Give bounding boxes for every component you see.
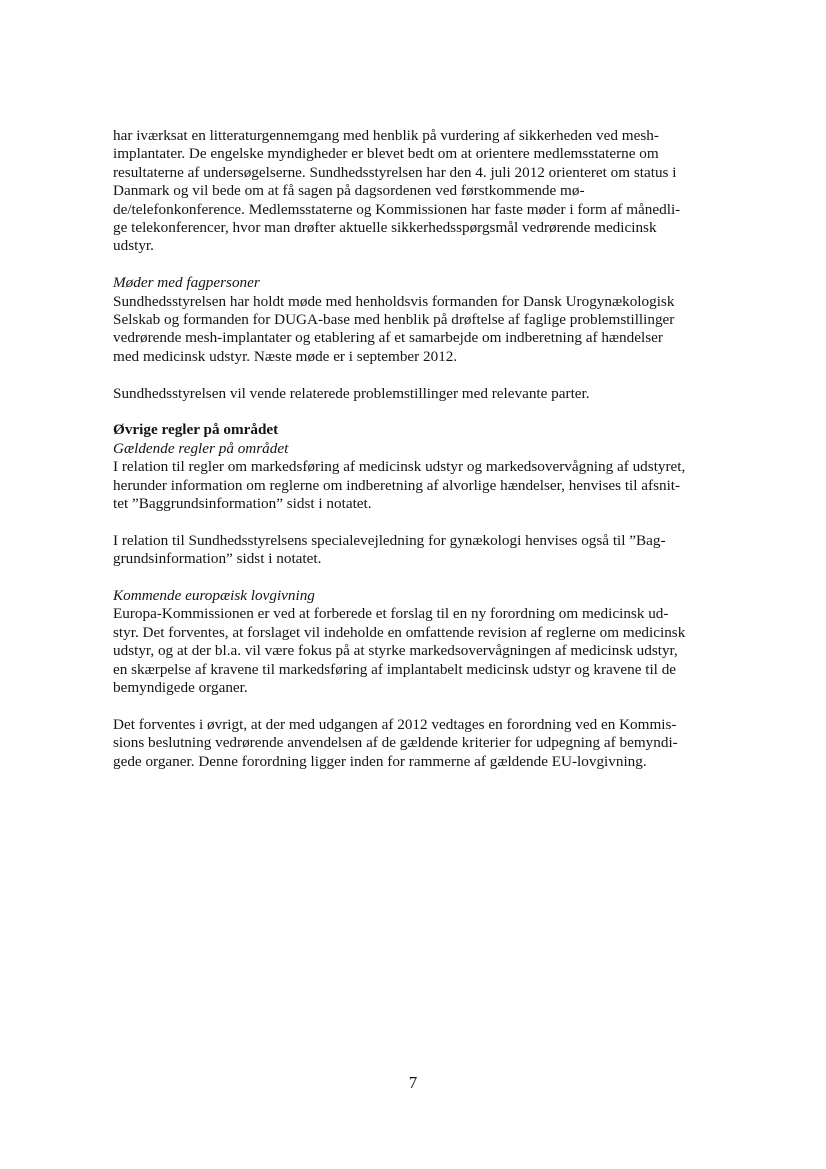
- paragraph-line: en skærpelse af kravene til markedsføring af implantabelt medicinsk udstyr og kravene til de: [113, 660, 677, 678]
- section-heading: Øvrige regler på området: [113, 421, 279, 439]
- paragraph-line: gede organer. Denne forordning ligger inden for rammerne af gældende EU-lovgivning.: [113, 752, 647, 770]
- paragraph-line: Europa-Kommissionen er ved at forberede et forslag til en ny forordning om medicinsk ud-: [113, 605, 669, 623]
- paragraph-line: Sundhedsstyrelsen har holdt møde med henholdsvis formanden for Dansk Urogynækologisk: [113, 292, 675, 310]
- paragraph-line: har iværksat en litteraturgennemgang med henblik på vurdering af sikkerheden ved mesh-: [113, 127, 659, 144]
- paragraph-line: I relation til regler om markedsføring af medicinsk udstyr og markedsovervågning af udstyret,: [113, 458, 686, 476]
- section-subheading: Gældende regler på området: [113, 439, 289, 457]
- paragraph-spacer: [113, 256, 713, 274]
- paragraph-line: de/telefonkonference. Medlemsstaterne og Kommissionen har faste møder i form af månedli-: [113, 200, 681, 218]
- section-heading: Kommende europæisk lovgivning: [113, 587, 315, 605]
- paragraph-line: udstyr.: [113, 237, 154, 255]
- intro-paragraph: [113, 127, 713, 256]
- paragraph-line: grundsinformation” sidst i notatet.: [113, 550, 322, 568]
- paragraph-line: implantater. De engelske myndigheder er blevet bedt om at orientere medlemsstaterne om: [113, 145, 659, 163]
- page-number: 7: [408, 1073, 418, 1092]
- paragraph-line: sions beslutning vedrørende anvendelsen af de gældende kriterier for udpegning af bemyndi-: [113, 734, 678, 752]
- paragraph-spacer: [113, 403, 713, 421]
- paragraph-line: med medicinsk udstyr. Næste møde er i september 2012.: [113, 347, 458, 365]
- paragraph-line: bemyndigede organer.: [113, 679, 248, 697]
- paragraph-spacer: [113, 513, 713, 531]
- paragraph-spacer: [113, 569, 713, 587]
- paragraph-spacer: [113, 366, 713, 384]
- paragraph-line: udstyr, og at der bl.a. vil være fokus på at styrke markedsovervågningen af medicinsk udstyr,: [113, 642, 678, 660]
- paragraph-spacer: [113, 698, 713, 716]
- paragraph-line: Det forventes i øvrigt, at der med udgangen af 2012 vedtages en forordning ved en Kommis-: [113, 715, 677, 733]
- paragraph-line: resultaterne af undersøgelserne. Sundhedsstyrelsen har den 4. juli 2012 orienteret om status i: [113, 163, 677, 181]
- section-meetings: [113, 274, 713, 403]
- paragraph-line: Danmark og vil bede om at få sagen på dagsordenen ved førstkommende mø-: [113, 182, 585, 200]
- section-other-rules: [113, 421, 713, 568]
- paragraph-line: tet ”Baggrundsinformation” sidst i notatet.: [113, 495, 372, 513]
- page-body: [113, 127, 713, 771]
- paragraph-line: ge telekonferencer, hvor man drøfter aktuelle sikkerhedsspørgsmål vedrørende medicinsk: [113, 219, 657, 237]
- section-eu-legislation: [113, 587, 713, 771]
- section-heading: Møder med fagpersoner: [113, 274, 260, 292]
- paragraph-line: Selskab og formanden for DUGA-base med henblik på drøftelse af faglige problemstillinger: [113, 311, 675, 329]
- paragraph-line: I relation til Sundhedsstyrelsens specialevejledning for gynækologi henvises også til ”Bag-: [113, 531, 666, 549]
- paragraph-line: herunder information om reglerne om indberetning af alvorlige hændelser, henvises til afsnit-: [113, 476, 681, 494]
- paragraph-line: styr. Det forventes, at forslaget vil indeholde en omfattende revision af reglerne om medicinsk: [113, 623, 686, 641]
- paragraph-line: vedrørende mesh-implantater og etablering af et samarbejde om indberetning af hændelser: [113, 329, 663, 347]
- paragraph-line: Sundhedsstyrelsen vil vende relaterede problemstillinger med relevante parter.: [113, 384, 590, 402]
